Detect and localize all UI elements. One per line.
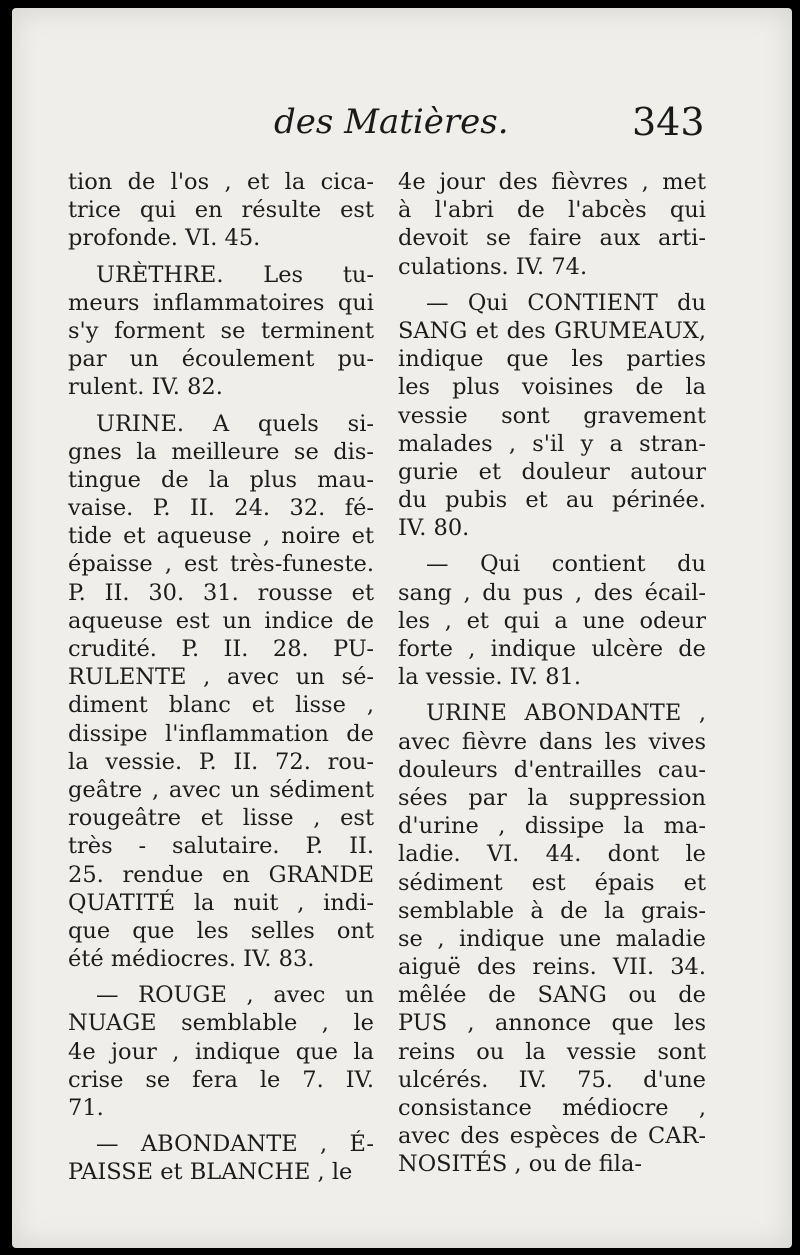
text-line: vaise. P. II. 24. 32. fé- [68, 495, 374, 522]
text-line: — ROUGE , avec un [96, 982, 374, 1009]
text-line: — Qui CONTIENT du [426, 289, 706, 316]
text-line: culations. IV. 74. [398, 253, 588, 280]
text-line: ulcérés. IV. 75. d'une [398, 1066, 706, 1093]
text-line: NOSITÉS , ou de fila- [398, 1151, 643, 1178]
text-line: reins ou la vessie sont [398, 1038, 706, 1065]
text-line: avec fièvre dans les vives [398, 728, 706, 755]
text-line: SANG et des GRUMEAUX, [398, 317, 706, 344]
text-line: URINE ABONDANTE , [426, 700, 706, 727]
paragraph-gap [68, 402, 374, 410]
text-line: QUATITÉ la nuit , indi- [68, 889, 374, 916]
text-line: à l'abri de l'abcès qui [398, 197, 706, 224]
text-line: URÈTHRE. Les tu- [96, 261, 374, 288]
text-line: 4e jour , indique que la [68, 1038, 374, 1065]
text-line: ladie. VI. 44. dont le [398, 841, 706, 868]
text-line: rulent. IV. 82. [68, 374, 223, 401]
text-line: les , et qui a une odeur [398, 607, 706, 634]
text-line: par un écoulement pu- [68, 346, 374, 373]
text-line: diment blanc et lisse , [68, 692, 374, 719]
text-line: la vessie. IV. 81. [398, 664, 581, 691]
text-line: PUS , annonce que les [398, 1010, 706, 1037]
text-line: geâtre , avec un sédiment [68, 776, 374, 803]
text-line: NUAGE semblable , le [68, 1010, 374, 1037]
left-text-column [68, 168, 374, 1187]
text-line: aiguë des reins. VII. 34. [398, 954, 706, 981]
paragraph-gap [398, 691, 706, 699]
text-line: forte , indique ulcère de [398, 636, 706, 662]
text-line: meurs inflammatoires qui [68, 289, 374, 316]
text-line: indique que les parties [398, 346, 706, 373]
paragraph-gap [398, 542, 706, 550]
text-line: douleurs d'entrailles cau- [398, 756, 706, 783]
text-line: semblable à de la grais- [398, 897, 706, 924]
paragraph-gap [68, 1122, 374, 1130]
text-line: IV. 80. [398, 515, 470, 542]
text-line: mêlée de SANG ou de [398, 982, 706, 1009]
text-line: très - salutaire. P. II. [68, 833, 374, 860]
book-page [12, 8, 792, 1248]
text-line: d'urine , dissipe la ma- [398, 813, 706, 840]
text-line: sang , du pus , des écail- [398, 579, 706, 606]
running-title: des Matières. [274, 102, 509, 142]
text-line: P. II. 30. 31. rousse et [68, 579, 374, 606]
text-line: crudité. P. II. 28. PU- [68, 636, 374, 662]
text-line: URINE. A quels si- [96, 410, 374, 437]
text-line: tingue de la plus mau- [68, 466, 374, 493]
text-line: s'y forment se terminent [68, 317, 374, 344]
text-line: sées par la suppression [398, 784, 706, 811]
text-line: épaisse , est très-funeste. [68, 551, 374, 578]
text-line: — Qui contient du [426, 551, 706, 578]
text-line: crise se fera le 7. IV. [68, 1066, 374, 1093]
text-line: la vessie. P. II. 72. rou- [68, 748, 374, 775]
right-text-column [398, 168, 706, 1179]
page-header [12, 102, 792, 150]
text-line: 4e jour des fièvres , met [398, 169, 706, 195]
page-number: 343 [632, 100, 705, 144]
paragraph-gap [68, 253, 374, 261]
text-line: 71. [68, 1095, 104, 1121]
text-line: tion de l'os , et la cica- [68, 169, 374, 195]
text-line: se , indique une maladie [398, 925, 706, 952]
text-line: avec des espèces de CAR- [398, 1123, 706, 1150]
paragraph-gap [68, 973, 374, 981]
text-line: rougeâtre et lisse , est [68, 805, 374, 832]
text-line: RULENTE , avec un sé- [68, 664, 374, 691]
text-line: devoit se faire aux arti- [398, 225, 706, 252]
text-line: profonde. VI. 45. [68, 225, 261, 252]
text-line: tide et aqueuse , noire et [68, 523, 374, 550]
text-line: les plus voisines de la [398, 374, 706, 401]
text-line: sédiment est épais et [398, 869, 706, 896]
text-line: été médiocres. IV. 83. [68, 946, 315, 973]
text-line: — ABONDANTE , É- [96, 1131, 374, 1158]
paragraph-gap [398, 281, 706, 289]
text-line: consistance médiocre , [398, 1095, 706, 1121]
text-line: gnes la meilleure se dis- [68, 438, 374, 465]
text-line: aqueuse est un indice de [68, 607, 374, 634]
text-line: que que les selles ont [68, 917, 374, 944]
text-line: gurie et douleur autour [398, 458, 706, 485]
text-line: malades , s'il y a stran- [398, 430, 706, 457]
text-line: trice qui en résulte est [68, 197, 374, 224]
text-line: du pubis et au périnée. [398, 487, 706, 514]
text-line: 25. rendue en GRANDE [68, 861, 374, 888]
text-line: vessie sont gravement [398, 402, 706, 429]
text-line: PAISSE et BLANCHE , le [68, 1159, 353, 1186]
text-line: dissipe l'inflammation de [68, 720, 374, 747]
